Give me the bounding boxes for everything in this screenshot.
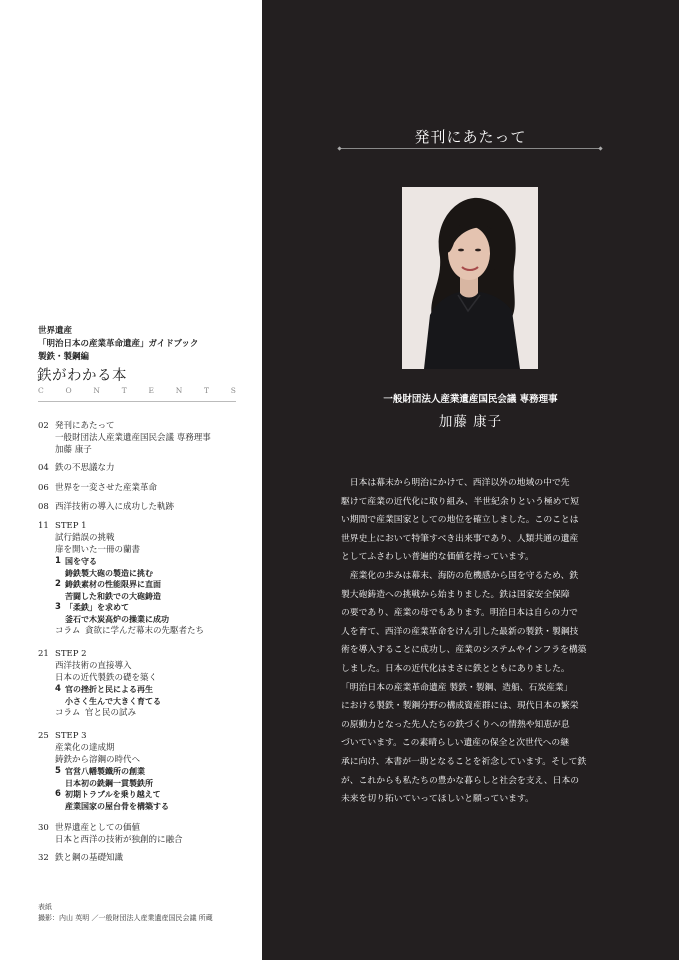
body-line: 術を導入することに成功し、産業のシステムやインフラを構築 (341, 645, 587, 656)
contents-heading (38, 386, 236, 395)
toc-page-number: 32 (38, 853, 49, 863)
subsection-number: 1 (55, 556, 61, 566)
series-title (38, 325, 198, 364)
subsection-line: 産業国家の屋台骨を構築する (65, 801, 169, 811)
body-line: の要であり、産業の母でもあります。明治日本は自らの力で (341, 608, 578, 619)
body-line: い期間で産業国家としての地位を確立しました。このことは (341, 515, 579, 526)
toc-entry[interactable] (38, 822, 248, 846)
portrait-illustration (402, 187, 538, 369)
subsection-line: 「柔鉄」を求めて (65, 603, 129, 612)
toc-line: 試行錯誤の挑戦 (55, 533, 115, 543)
toc-line: 世界遺産としての価値 (55, 823, 141, 833)
toc-page-number: 30 (38, 823, 49, 833)
subsection-line: 日本初の銑鋼一貫製鉄所 (65, 778, 153, 788)
body-line: 未来を切り拓いていってほしいと願っています。 (341, 794, 534, 805)
portrait-photo (402, 187, 538, 369)
contents-letter: T (121, 386, 127, 395)
toc-line: STEP 2 (55, 649, 87, 659)
toc-entry[interactable] (38, 420, 248, 456)
toc-page-number: 08 (38, 502, 49, 512)
toc-line: 世界を一変させた産業革命 (55, 483, 158, 493)
credit-line: 撮影：内山 英明 ／一般財団法人産業遺産国民会議 所蔵 (38, 914, 213, 922)
body-line: としてふさわしい普遍的な価値を持っています。 (341, 552, 534, 563)
toc-column[interactable] (55, 707, 248, 719)
body-line: 世界史上において特筆すべき出来事であり、人類共通の遺産 (341, 533, 579, 544)
contents-panel (0, 0, 262, 960)
body-line: 製大砲鋳造への挑戦から始まりました。鉄は国家安全保障 (341, 589, 570, 600)
author-name: 加藤 康子 (438, 414, 503, 430)
toc-entry[interactable] (38, 852, 248, 864)
subsection-line: 初期トラブルを乗り越えて (65, 790, 161, 799)
foreword-body (341, 474, 603, 809)
contents-divider (38, 401, 236, 402)
subsection-line: 苦闘した和鉄での大砲鋳造 (65, 591, 161, 601)
toc-line: 鉄と鋼の基礎知識 (55, 853, 124, 863)
toc-entry[interactable] (38, 462, 248, 474)
toc-line: 西洋技術の導入に成功した軌跡 (55, 502, 175, 512)
toc-subsection[interactable] (55, 556, 248, 579)
contents-letter: C (38, 386, 44, 395)
toc-line: 西洋技術の直接導入 (55, 661, 132, 671)
subsection-number: 2 (55, 579, 61, 589)
subsection-line: 釜石で木炭高炉の操業に成功 (65, 614, 169, 624)
toc-line: 日本と西洋の技術が独創的に融合 (55, 835, 183, 845)
body-line: が、これからも私たちの豊かな暮らしと社会を支え、日本の (341, 775, 580, 786)
subsection-line: 官の挫折と民による再生 (65, 685, 153, 694)
toc-line: 加藤 康子 (55, 445, 92, 455)
subsection-line: 官営八幡製鐵所の創業 (65, 767, 145, 776)
toc-page-number: 04 (38, 463, 49, 473)
series-line: 「明治日本の産業革命遺産」ガイドブック (38, 339, 199, 349)
cover-credit (38, 902, 213, 924)
toc-subsection[interactable] (55, 602, 248, 625)
body-line: しました。日本の近代化はまさに鉄とともにありました。 (341, 663, 570, 674)
series-line: 世界遺産 (38, 326, 73, 336)
toc-entry[interactable] (38, 730, 248, 812)
subsection-number: 3 (55, 602, 61, 612)
toc-line: STEP 3 (55, 731, 87, 741)
body-line: 駆けて産業の近代化に取り組み、半世紀余りという極めて短 (341, 496, 580, 507)
book-title: 鉄がわかる本 (37, 368, 127, 384)
subsection-number: 4 (55, 684, 61, 694)
toc-line: 扉を開いた一冊の蘭書 (55, 545, 141, 555)
foreword-panel (262, 0, 679, 960)
toc-line: 鋳鉄から溶鋼の時代へ (55, 755, 141, 765)
toc-subsection[interactable] (55, 789, 248, 812)
toc-page-number: 06 (38, 483, 49, 493)
toc-page-number: 25 (38, 731, 49, 741)
toc-subsection[interactable] (55, 579, 248, 602)
heading-divider (340, 148, 600, 149)
body-line: 産業化の歩みは幕末、海防の危機感から国を守るため、鉄 (341, 570, 579, 581)
column-title: 貪欲に学んだ幕末の先駆者たち (85, 626, 205, 636)
body-line: 承に向け、本書が一助となることを祈念しています。そして鉄 (341, 756, 587, 767)
toc-line: 発刊にあたって (55, 421, 115, 431)
contents-letter: T (204, 386, 210, 395)
subsection-line: 鋳鉄製大砲の製造に挑む (65, 568, 153, 578)
contents-letter: E (148, 386, 154, 395)
toc-page-number: 11 (38, 521, 49, 531)
subsection-line: 小さく生んで大きく育てる (65, 696, 161, 706)
toc-entry[interactable] (38, 501, 248, 513)
toc-line: 鉄の不思議な力 (55, 463, 115, 473)
toc-page-number: 21 (38, 649, 49, 659)
toc-column[interactable] (55, 625, 248, 637)
series-line: 製鉄・製鋼編 (38, 352, 90, 362)
subsection-line: 国を守る (65, 557, 97, 566)
subsection-line: 鋳鉄素材の性能限界に直面 (65, 580, 161, 589)
toc-line: 産業化の達成期 (55, 743, 115, 753)
toc-subsection[interactable] (55, 684, 248, 707)
author-position: 一般財団法人産業遺産国民会議 専務理事 (383, 394, 558, 405)
toc-line: STEP 1 (55, 521, 87, 531)
body-line: の原動力となった先人たちの鉄づくりへの情熱や知恵が息 (341, 719, 570, 730)
body-line: 人を育て、西洋の産業革命をけん引した最新の製鉄・製鋼技 (341, 626, 579, 637)
subsection-number: 5 (55, 766, 61, 776)
contents-letter: S (230, 386, 236, 395)
contents-letter: N (93, 386, 100, 395)
toc-entry[interactable] (38, 648, 248, 719)
foreword-heading: 発刊にあたって (414, 128, 527, 146)
toc-line: 日本の近代製鉄の礎を築く (55, 673, 158, 683)
body-line: づいています。この素晴らしい遺産の保全と次世代への継 (341, 738, 570, 749)
toc-entry[interactable] (38, 482, 248, 494)
body-line: 日本は幕末から明治にかけて、西洋以外の地域の中で先 (341, 478, 570, 488)
body-line: における製鉄・製鋼分野の構成資産群には、現代日本の繁栄 (341, 701, 579, 712)
subsection-number: 6 (55, 789, 61, 799)
toc-entry[interactable] (38, 520, 248, 637)
body-line: 「明治日本の産業革命遺産 製鉄・製鋼、造船、石炭産業」 (341, 682, 573, 693)
column-label: コラム (55, 708, 81, 718)
column-title: 官と民の試み (85, 708, 137, 718)
toc-page-number: 02 (38, 421, 49, 431)
contents-letter: O (65, 386, 72, 395)
column-label: コラム (55, 626, 81, 636)
toc-line: 一般財団法人産業遺産国民会議 専務理事 (55, 433, 211, 443)
credit-line: 表紙 (38, 903, 52, 911)
contents-letter: N (175, 386, 183, 395)
toc-subsection[interactable] (55, 766, 248, 789)
